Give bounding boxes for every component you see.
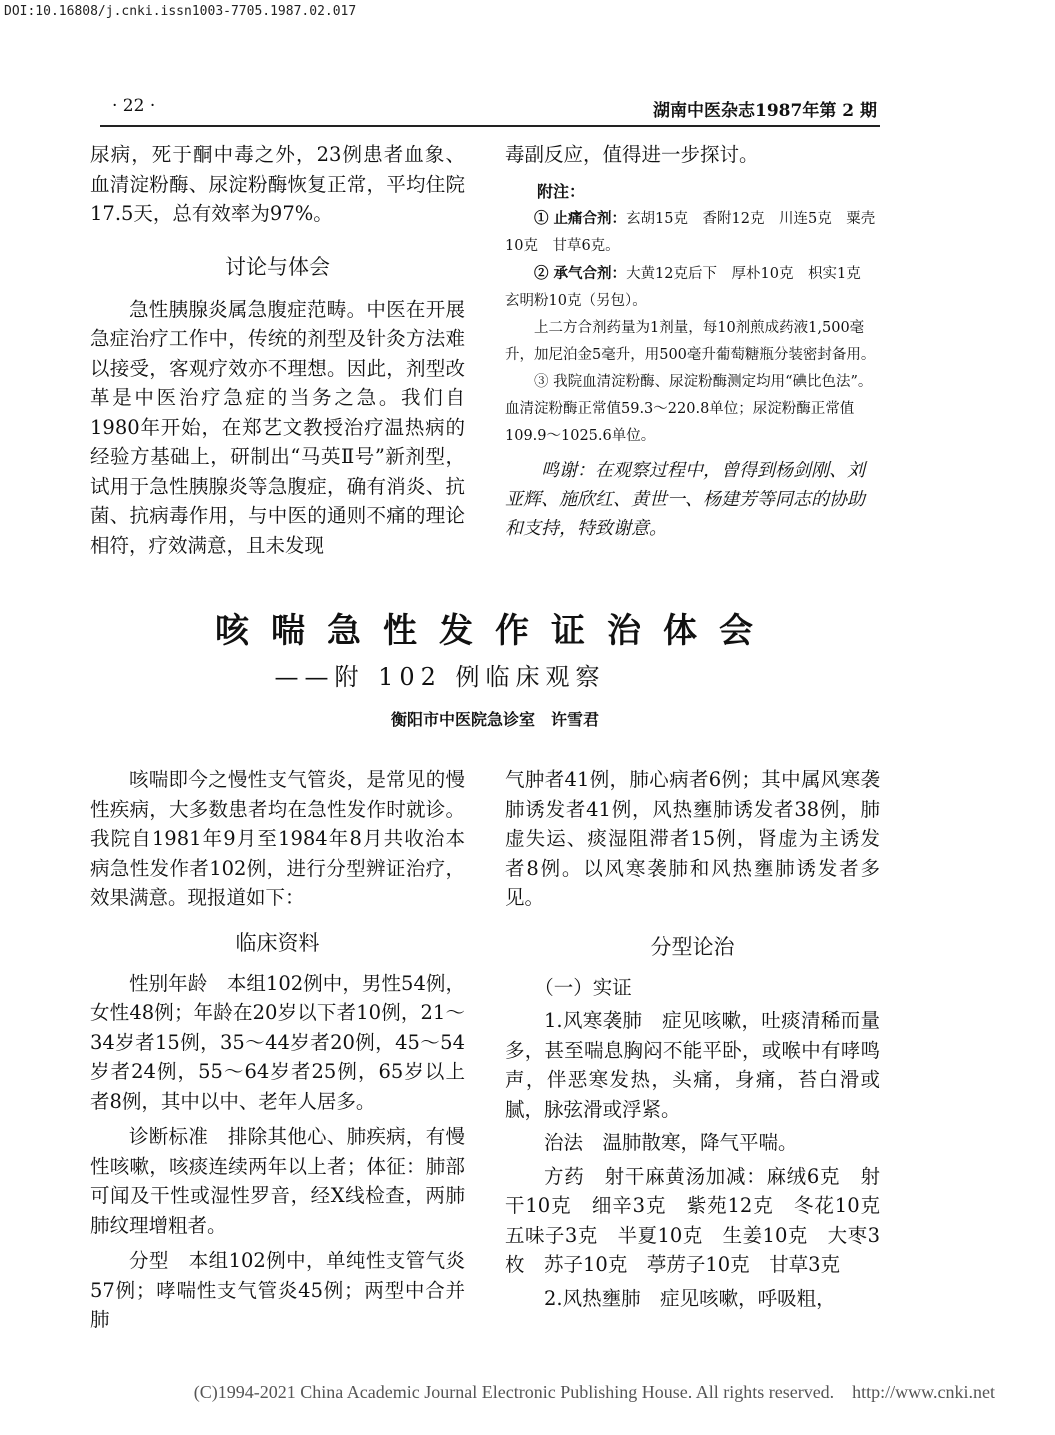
section-heading-treatment: 分型论治	[650, 934, 735, 959]
paragraph-wind-cold: 1.风寒袭肺 症见咳嗽，吐痰清稀而量多，甚至喘息胸闷不能平卧，或喉中有哮鸣声，伴恶寒发热，头痛，身痛，苔白滑或腻，脉弦滑或浮紧。	[505, 1009, 880, 1121]
bottom-left-column	[90, 765, 465, 1335]
section-heading-clinical: 临床资料	[235, 930, 320, 955]
top-left-column	[90, 140, 465, 560]
paragraph-continuation-bottom: 气肿者41例，肺心病者6例；其中属风寒袭肺诱发者41例，风热壅肺诱发者38例，肺虚失运、痰湿阻滞者15例，肾虚为主诱发者8例。以风寒袭肺和风热壅肺诱发者多见。	[505, 768, 880, 909]
journal-header: 湖南中医杂志1987年第 2 期	[653, 101, 877, 121]
note-2-text: 大黄12克后下 厚朴10克 枳实1克 玄明粉10克（另包）。	[505, 265, 876, 309]
paragraph-prescription: 方药 射干麻黄汤加减：麻绒6克 射干10克 细辛3克 紫苑12克 冬花10克 五味子3克 半夏10克 生姜10克 大枣3枚 苏子10克 葶苈子10克 甘草3克	[505, 1164, 900, 1276]
note-2-label: ② 承气合剂：	[534, 264, 627, 282]
note-1-text: 玄胡15克 香附12克 川连5克 粟壳10克 甘草6克。	[505, 210, 876, 254]
page-number: · 22 ·	[112, 96, 156, 116]
note-1-label: ① 止痛合剂：	[534, 209, 627, 227]
top-right-column	[505, 140, 880, 543]
article-author: 衡阳市中医院急诊室 许雪君	[390, 710, 599, 729]
paragraph-wind-heat: 2.风热壅肺 症见咳嗽，呼吸粗，	[544, 1286, 836, 1310]
bottom-right-column	[505, 765, 900, 1313]
header-rule	[100, 125, 880, 127]
paragraph-diagnosis: 诊断标准 排除其他心、肺疾病，有慢性咳嗽，咳痰连续两年以上者；体征：肺部可闻及干性或湿性罗音，经X线检查，两肺肺纹理增粗者。	[90, 1125, 465, 1237]
note-2	[505, 260, 880, 315]
section-heading-discussion: 讨论与体会	[225, 254, 330, 279]
article-subtitle: ——附 102 例临床观察	[274, 663, 606, 691]
article-title: 咳喘急性发作证治体会	[215, 611, 775, 651]
paragraph-continuation-right: 毒副反应，值得进一步探讨。	[505, 143, 759, 166]
paragraph-intro: 咳喘即今之慢性支气管炎，是常见的慢性疾病，大多数患者均在急性发作时就诊。我院自1981年9月至1984年8月共收治本病急性发作者102例，进行分型辨证治疗，效果满意。现报道如下：	[90, 768, 465, 909]
note-4: ③ 我院血清淀粉酶、尿淀粉酶测定均用“碘比色法”。血清淀粉酶正常值59.3～220.8单位；尿淀粉酶正常值109.9～1025.6单位。	[505, 373, 873, 444]
subheading-excess: （一）实证	[534, 975, 632, 999]
paragraph-sex-age: 性别年龄 本组102例中，男性54例，女性48例；年龄在20岁以下者10例，21～34岁者15例，35～44岁者20例，45～54岁者24例，55～64岁者25例，65岁以上者8例，其中以中、老年人居多。	[90, 971, 465, 1113]
doi-line: DOI:10.16808/j.cnki.issn1003-7705.1987.02.017	[4, 4, 357, 19]
copyright-footer: (C)1994-2021 China Academic Journal Electronic Publishing House. All rights reserved. http://www.cnki.net	[193, 1382, 995, 1402]
note-3: 上二方合剂药量为1剂量，每10剂煎成药液1,500毫升，加尼泊金5毫升，用500毫升葡萄糖瓶分装密封备用。	[505, 319, 876, 363]
notes-title: 附注：	[537, 181, 586, 201]
paragraph-continuation: 尿病，死于酮中毒之外，23例患者血象、血清淀粉酶、尿淀粉酶恢复正常，平均住院17.5天，总有效率为97%。	[90, 143, 465, 225]
acknowledgement: 鸣谢：在观察过程中，曾得到杨剑刚、刘亚辉、施欣红、黄世一、杨建芳等同志的协助和支持，特致谢意。	[505, 459, 865, 539]
paragraph-discussion: 急性胰腺炎属急腹症范畴。中医在开展急症治疗工作中，传统的剂型及针灸方法难以接受，客观疗效亦不理想。因此，剂型改革是中医治疗急症的当务之急。我们自1980年开始，在郑艺文教授治疗温热病的经验方基础上，研制出“马英Ⅱ号”新剂型，试用于急性胰腺炎等急腹症，确有消炎、抗菌、抗病毒作用，与中医的通则不痛的理论相符，疗效满意，且未发现	[90, 297, 465, 557]
paragraph-treatment-method: 治法 温肺散寒，降气平喘。	[544, 1131, 798, 1154]
paragraph-classification: 分型 本组102例中，单纯性支管气炎57例；哮喘性支气管炎45例；两型中合并肺	[90, 1249, 465, 1331]
note-1	[505, 205, 880, 260]
